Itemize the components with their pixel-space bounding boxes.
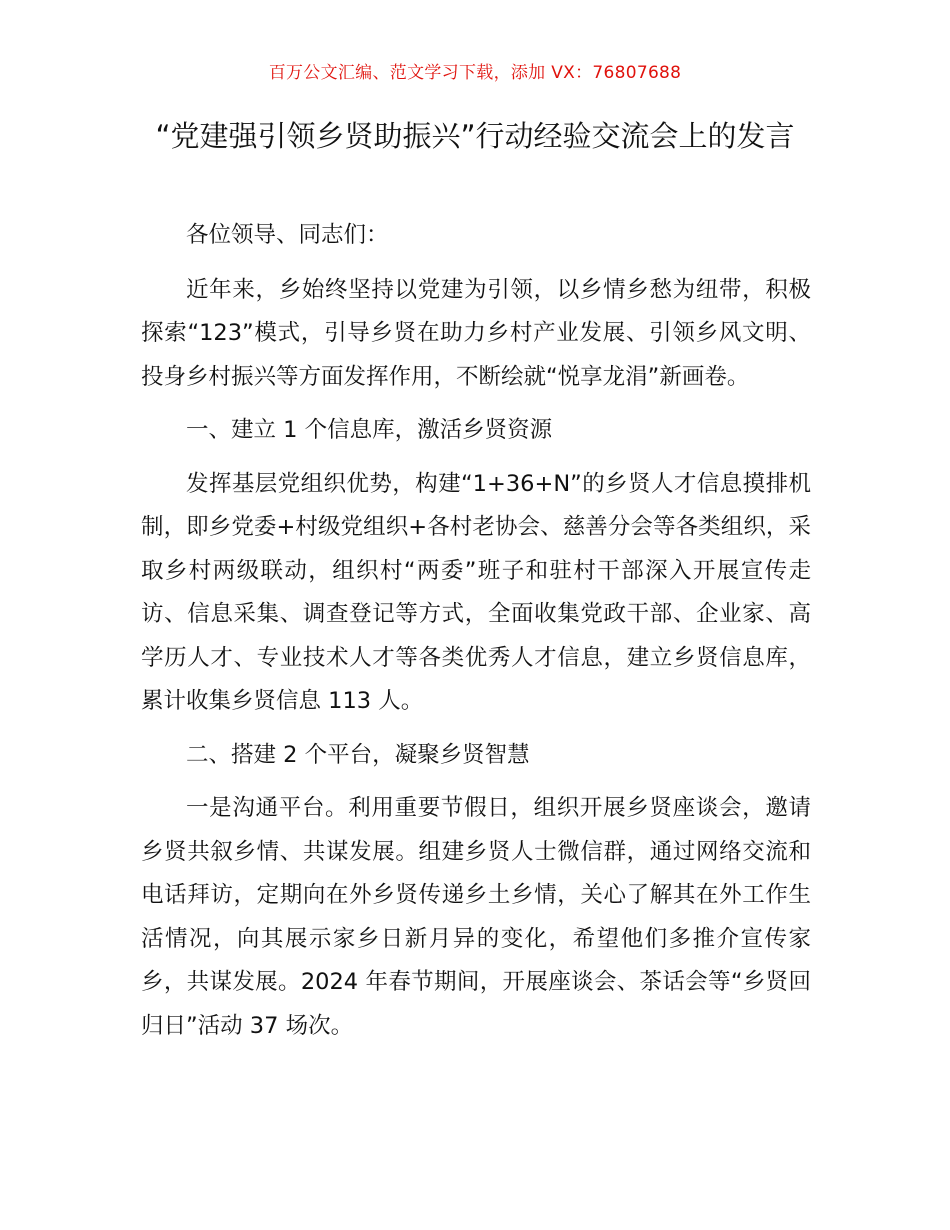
- section-1-paragraph: 发挥基层党组织优势，构建“1+36+N”的乡贤人才信息摸排机制，即乡党委+村级党组织+各村老协会、慈善分会等各类组织，采取乡村两级联动，组织村“两委”班子和驻村干部深入开展宣传走访、信息采集、调查登记等方式，全面收集党政干部、企业家、高学历人才、专业技术人才等各类优秀人才信息，建立乡贤信息库，累计收集乡贤信息 113 人。: [141, 470, 811, 714]
- salutation: 各位领导、同志们：: [186, 222, 389, 248]
- header-watermark-note: 百万公文汇编、范文学习下载，添加 VX：76807688: [268, 63, 682, 83]
- intro-paragraph: 近年来，乡始终坚持以党建为引领，以乡情乡愁为纽带，积极探索“123”模式，引导乡贤在助力乡村产业发展、引领乡风文明、投身乡村振兴等方面发挥作用，不断绘就“悦享龙涓”新画卷。: [141, 276, 811, 390]
- section-heading-2: 二、搭建 2 个平台，凝聚乡贤智慧: [186, 741, 530, 768]
- section-heading-1: 一、建立 1 个信息库，激活乡贤资源: [186, 417, 553, 443]
- section-2-paragraph: 一是沟通平台。利用重要节假日，组织开展乡贤座谈会，邀请乡贤共叙乡情、共谋发展。组建乡贤人士微信群，通过网络交流和电话拜访，定期向在外乡贤传递乡土乡情，关心了解其在外工作生活情况，向其展示家乡日新月异的变化，希望他们多推介宣传家乡，共谋发展。2024 年春节期间，开展座谈会、茶话会等“乡贤回归日”活动 37 场次。: [141, 795, 811, 1039]
- document-title: “党建强引领乡贤助振兴”行动经验交流会上的发言: [155, 119, 795, 153]
- document-body: [141, 214, 811, 1048]
